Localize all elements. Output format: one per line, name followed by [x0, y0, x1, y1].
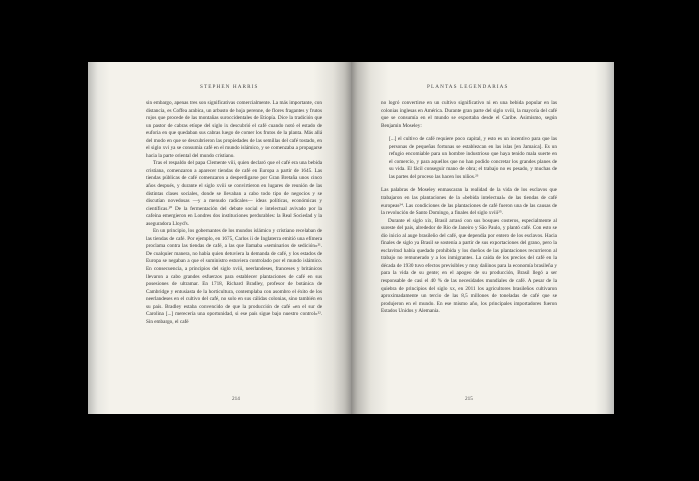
- right-page: [351, 62, 614, 414]
- page-number: 215: [465, 396, 473, 402]
- body-paragraph: Durante el siglo xix, Brasil arrasó con sus bosques costeros, especialmente al sureste del país, alrededor de Río de Janeiro y São Paulo, y plantó café. Con esto se dio inicio al auge brasileño del café, que dependía por entero de los esclavos. Hacia finales de siglo ya Brasil se sostenía a partir de sus exportaciones del grano, pero la esclavitud había quedado prohibida y los dueños de las plantaciones recurrieron al trabajo no remunerado y a los inmigrantes. La caída de los precios del café en la década de 1930 tuvo efectos previsibles y muy dañinos para la economía brasileña y para la vida de su gente; en el apogeo de su producción, Brasil llegó a ser responsable de casi el 40 % de las necesidades mundiales de café. A pesar de la quiebra de principios del siglo xx, en 2011 los agricultores brasileños cultivaron aproximadamente un tercio de las 8,5 millones de toneladas de café que se produjeron en el mundo. En ese mismo año, los principales importadores fueron Estados Unidos y Alemania.: [381, 217, 557, 315]
- left-page-body: [146, 100, 322, 326]
- left-page: [88, 62, 351, 414]
- block-quote: [...] el cultivo de café requiere poco capital, y esto es un incentivo para que las personas de pequeñas fortunas se establezcan en las islas [en Jamaica]. Es un refugio encomiable para un hombre industrioso que haya tenido mala suerte en el comercio, y para aquellos que no han podido concretar los grandes planes de su vida. El fácil conseguir mano de obra; el trabajo no es pesado, y muchas de las partes del proceso las hacen los niños.²³: [389, 136, 557, 180]
- body-paragraph: Tras el respaldo del papa Clemente viii, quien declaró que el café era una bebida cristiana, comenzaron a aparecer tiendas de café en Europa a partir de 1645. Las tiendas públicas de café comenzaron a desperdigarse por Gran Bretaña unos cinco años después, y durante el siglo xviii se convirtieron en lugares de reunión de las distintas clases sociales, donde se llevaban a cabo todo tipo de negocios y se discutían novedosas —y a menudo radicales— ideas políticas, económicas y científicas.²⁰ De la fermentación del debate social e intelectual avivado por la cafeína emergieron en Londres dos instituciones perdurables: la Real Sociedad y la aseguradora Lloyd's.: [146, 160, 322, 227]
- body-paragraph: En un principio, los gobernantes de los mundos islámico y cristiano recelaban de las tiendas de café. Por ejemplo, en 1675, Carlos ii de Inglaterra emitió una efímera proclama contra las tiendas de café, a las que llamaba «seminarios de sedición»²¹. De cualquier manera, no había quien detuviera la demanda de café, y los estados de Europa se negaban a que el suministro estuviera controlado por el mundo islámico. En consecuencia, a principios del siglo xviii, neerlandeses, franceses y británicos llevaron a cabo grandes esfuerzos para establecer plantaciones de café en sus posesiones de ultramar. En 1718, Richard Bradley, profesor de botánica de Cambridge y entusiasta de la horticultura, contemplaba con asombro el éxito de los neerlandeses en el cultivo del café, no solo en sus cálidas colonias, sino también en su país. Bradley estaba convencido de que la producción de café «en el sur de Carolina [...] merecería una oportunidad, si ese país sigue bajo nuestro control»²². Sin embargo, el café: [146, 228, 322, 325]
- page-number: 214: [232, 396, 240, 402]
- running-head-title: PLANTAS LEGENDARIAS: [427, 84, 509, 90]
- right-page-body: [381, 100, 557, 316]
- running-head-author: STEPHEN HARRIS: [200, 84, 259, 90]
- body-paragraph: sin embargo, apenas tres son significativas comercialmente. La más importante, con distancia, es Coffea arabica, un arbusto de hoja perenne, de flores fragantes y frutos rojos que procede de las montañas suroccidentales de Etiopía. Dice la tradición que un pastor de cabras etíope del siglo ix descubrió el café cuando notó el estado de euforia en que quedaban sus cabras luego de comer los frutos de la planta. Más allá del modo en que se descubrieron las propiedades de las semillas del café tostado, en el siglo xvi ya se consumía café en el mundo islámico, y se comenzaba a propagarse hacia la parte oriental del mundo cristiano.: [146, 100, 322, 159]
- open-book-spread: [88, 62, 614, 414]
- body-paragraph: Las palabras de Moseley enmascaran la realidad de la vida de los esclavos que trabajaron en las plantaciones de la «bebida intelectual» de las tiendas de café europeas²⁴. Las condiciones de las plantaciones de café fueron una de las causas de la revolución de Santo Domingo, a finales del siglo xviii²⁵.: [381, 187, 557, 217]
- body-paragraph: no logró convertirse en un cultivo significativo ni en una bebida popular en las colonias inglesas en América. Durante gran parte del siglo xviii, la mayoría del café que se consumía en el mundo se exportaba desde el Caribe. Asimismo, según Benjamin Moseley:: [381, 100, 557, 129]
